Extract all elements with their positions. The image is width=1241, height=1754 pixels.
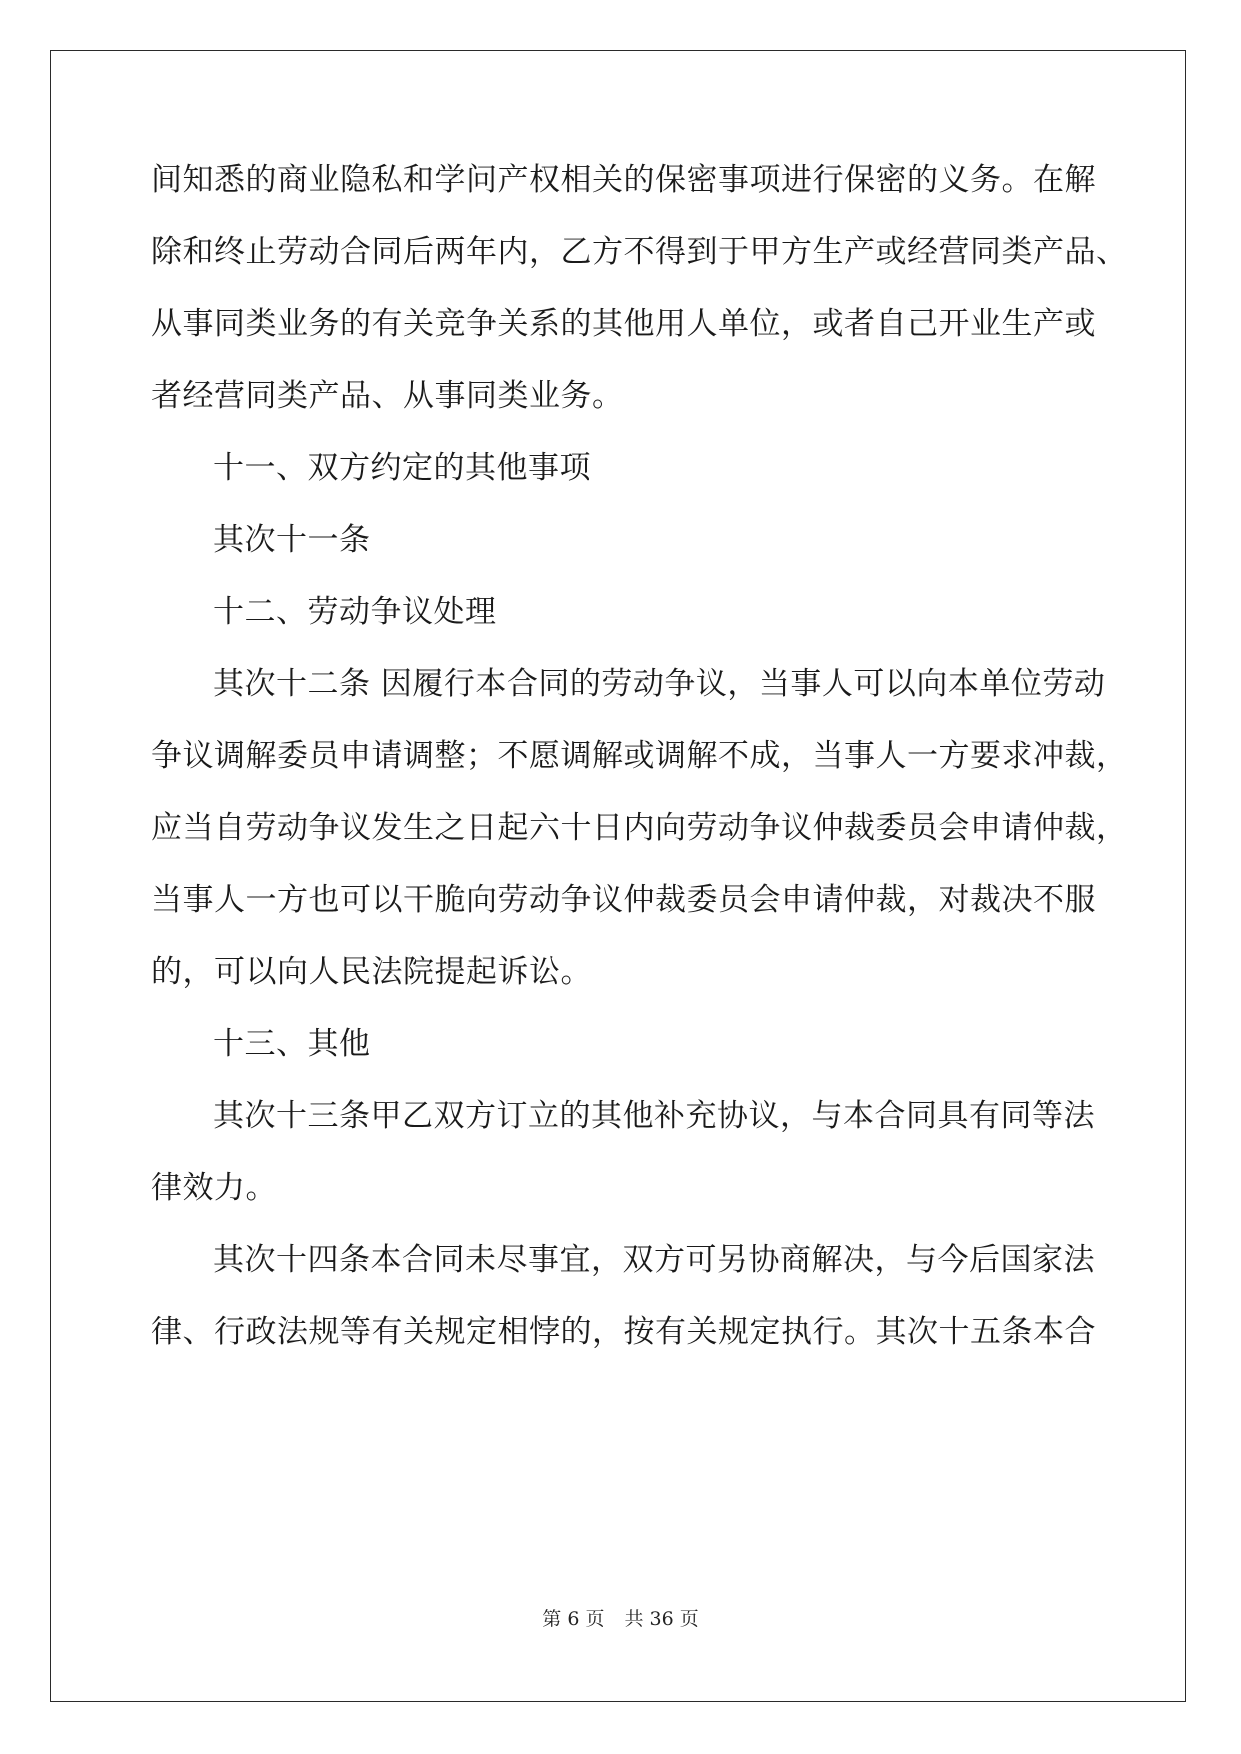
text-line: 从事同类业务的有关竞争关系的其他用人单位，或者自己开业生产或 (151, 306, 1096, 342)
article-14: 其次十四条本合同未尽事宜，双方可另协商解决，与今后国家法 (213, 1242, 1095, 1278)
section-heading-12: 十二、劳动争议处理 (213, 594, 497, 630)
text-line: 间知悉的商业隐私和学问产权相关的保密事项进行保密的义务。在解 (151, 162, 1096, 198)
section-heading-11: 十一、双方约定的其他事项 (213, 450, 591, 486)
text-line: 者经营同类产品、从事同类业务。 (151, 378, 624, 414)
text-line: 律效力。 (151, 1170, 277, 1206)
article-11: 其次十一条 (213, 522, 371, 558)
page-number: 第 6 页 (542, 1608, 605, 1630)
page-footer (0, 1604, 1241, 1631)
text-line: 律、行政法规等有关规定相悖的，按有关规定执行。其次十五条本合 (151, 1314, 1096, 1350)
text-line: 应当自劳动争议发生之日起六十日内向劳动争议仲裁委员会申请仲裁， (151, 810, 1128, 846)
text-line: 的，可以向人民法院提起诉讼。 (151, 954, 592, 990)
page-total: 共 36 页 (624, 1608, 699, 1630)
section-heading-13: 十三、其他 (213, 1026, 371, 1062)
text-line: 除和终止劳动合同后两年内，乙方不得到于甲方生产或经营同类产品、 (151, 234, 1128, 270)
text-line: 当事人一方也可以干脆向劳动争议仲裁委员会申请仲裁，对裁决不服 (151, 882, 1096, 918)
article-12: 其次十二条 因履行本合同的劳动争议，当事人可以向本单位劳动 (213, 666, 1106, 702)
text-line: 争议调解委员申请调整；不愿调解或调解不成，当事人一方要求冲裁， (151, 738, 1128, 774)
article-13: 其次十三条甲乙双方订立的其他补充协议，与本合同具有同等法 (213, 1098, 1095, 1134)
